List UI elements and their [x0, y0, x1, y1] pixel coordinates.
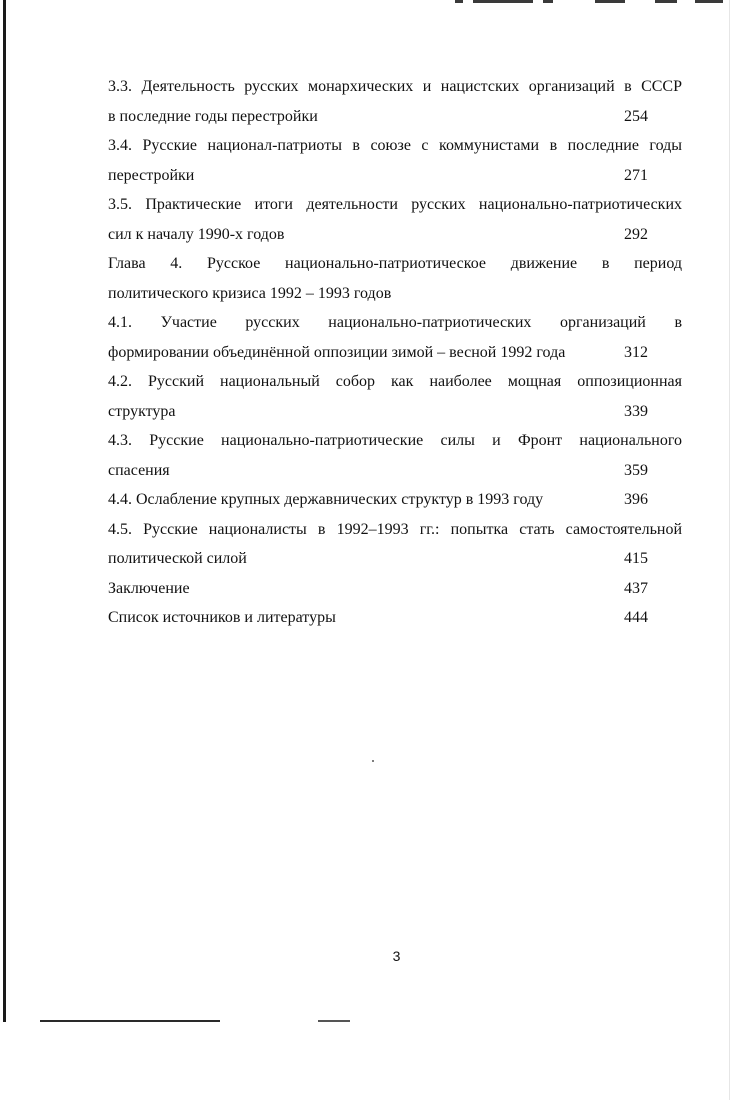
toc-entry-text: 4.5. Русские националисты в 1992–1993 гг.: попытка стать самостоятельной — [108, 520, 682, 538]
toc-entry-text: политической силой — [108, 550, 247, 567]
toc-entry-page: 339 — [624, 402, 648, 420]
toc-entry-page: 359 — [624, 461, 648, 479]
toc-entry-text: спасения — [108, 461, 170, 479]
toc-entry-text: политического кризиса 1992 – 1993 годов — [108, 284, 392, 302]
toc-entry-text: Список источников и литературы — [108, 609, 336, 626]
toc-entry-text: перестройки — [108, 166, 195, 184]
toc-entry-4-5[interactable] — [108, 515, 682, 574]
toc-entry-page: 254 — [624, 107, 648, 125]
page-number: 3 — [392, 948, 401, 964]
toc-entry-text: Глава 4. Русское национально-патриотическое движение в период — [108, 255, 682, 272]
scan-speck — [372, 760, 374, 762]
toc-entry-page: 396 — [624, 491, 648, 508]
toc-entry-page: 271 — [624, 166, 648, 184]
toc-entry-page: 415 — [624, 550, 648, 567]
toc-entry-text: 4.3. Русские национально-патриотические силы и Фронт национального — [108, 432, 682, 449]
scan-bottom-dash — [318, 1020, 350, 1022]
toc-entry-conclusion[interactable] — [108, 574, 682, 604]
toc-entry-text: в последние годы перестройки — [108, 107, 318, 125]
toc-entry-text: формировании объединённой оппозиции зимой – весной 1992 года — [108, 343, 566, 361]
toc-entry-text: 3.4. Русские национал-патриоты в союзе с коммунистами в последние годы — [108, 137, 682, 154]
scan-bottom-line — [40, 1020, 220, 1022]
toc-entry-text: 3.3. Деятельность русских монархических и нацистских организаций в СССР — [108, 78, 682, 95]
toc-entry-text: 4.4. Ослабление крупных державнических структур в 1993 году — [108, 491, 544, 508]
scan-top-marks — [455, 0, 725, 4]
toc-entry-3-4[interactable] — [108, 131, 682, 190]
toc-entry-page: 444 — [624, 609, 648, 626]
toc-entry-4-3[interactable] — [108, 426, 682, 485]
toc-entry-chapter-4[interactable] — [108, 249, 682, 308]
toc-entry-text: структура — [108, 402, 176, 420]
toc-entry-text: сил к началу 1990-х годов — [108, 225, 285, 243]
toc-entry-bibliography[interactable] — [108, 603, 682, 633]
toc-entry-text: 4.2. Русский национальный собор как наиболее мощная оппозиционная — [108, 373, 682, 390]
table-of-contents — [108, 72, 682, 633]
toc-entry-text: Заключение — [108, 579, 190, 597]
scan-right-edge — [729, 0, 730, 1100]
toc-entry-text: 4.1. Участие русских национально-патриотических организаций в — [108, 314, 682, 331]
toc-entry-page: 437 — [624, 579, 648, 597]
toc-entry-3-5[interactable] — [108, 190, 682, 249]
toc-entry-4-2[interactable] — [108, 367, 682, 426]
toc-entry-page — [624, 279, 654, 309]
scan-left-border — [3, 0, 6, 1022]
toc-entry-page: 292 — [624, 225, 648, 243]
toc-entry-text: 3.5. Практические итоги деятельности русских национально-патриотических — [108, 196, 682, 213]
toc-entry-4-1[interactable] — [108, 308, 682, 367]
toc-entry-4-4[interactable] — [108, 485, 682, 515]
toc-entry-page: 312 — [624, 343, 648, 361]
toc-entry-3-3[interactable] — [108, 72, 682, 131]
